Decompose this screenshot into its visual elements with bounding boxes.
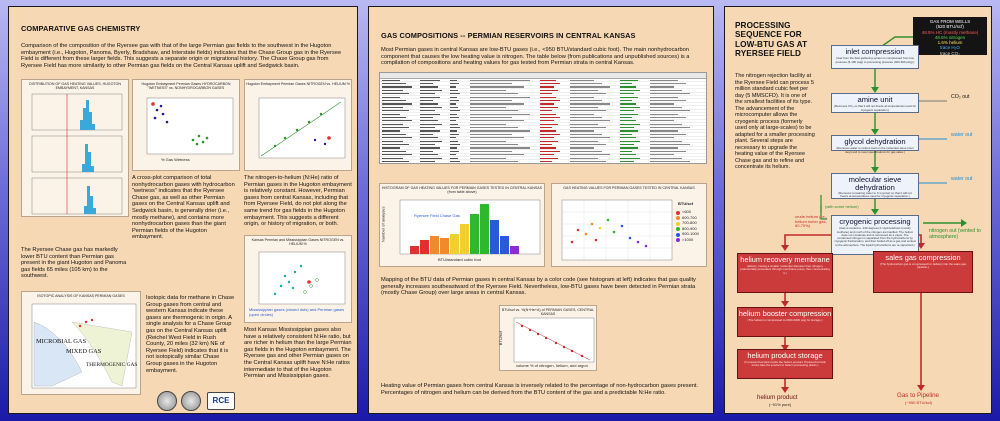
step-detail: (Gas is cooled to -310 degrees F. Hydrocarbons (mostly methane) and much of the nitrogen are liquified. The helium does not condense and is recovered as a vapor. The condensed nitrogen is separated from the hydrocarbons by cryogenic fractionation, and then boiled off as a gas and vented to the atmosphere. The liquid hydrocarbons are re-vaporized.)	[834, 226, 916, 247]
step-detail: (Removes water to reduce load on the molecular sieve (next step) and to meet specifications for gas sales.)	[836, 146, 914, 154]
step-sales-gas-compression	[873, 251, 973, 293]
step-label: helium product storage	[747, 351, 823, 360]
nitrogen-helium-plot	[245, 80, 353, 172]
co2-out-label: CO₂ out	[951, 94, 970, 100]
step-detail: (Gas from the field gathering system is compressed from low pressure (5-100 psig) to processing pressure (400-600 psig).)	[835, 56, 915, 64]
step-helium-recovery-membrane	[737, 253, 833, 293]
wells-line: trace H₂O	[940, 45, 960, 51]
text-map: Mapping of the BTU data of Permian gases in central Kansas by a color code (see histogram at left) indicates that gas quality generally increases southeastward of the Ryersee Field. Nevertheless, low-BTU gases have been detected in Permian strata (mostly Chase Group) over large areas in central Kansas.	[381, 277, 696, 297]
helium-return-label: (with some helium)	[825, 204, 859, 209]
kgs-seal-logo	[157, 391, 177, 411]
panel1-title: COMPARATIVE GAS CHEMISTRY	[21, 24, 141, 33]
step-helium-product-storage	[737, 349, 833, 379]
step-inlet-compression	[831, 45, 919, 69]
map-legend-item: >1000	[676, 238, 699, 244]
wells-title: GAS FROM WELLS	[929, 19, 971, 24]
thermogenic-gas-label: THERMOGENIC GAS	[86, 362, 138, 368]
scatter-caption: BTU/scf vs. %(N+He+A) of PERMIAN GASES, CENTRAL KANSAS	[501, 308, 595, 316]
wells-line: 48.6% nitrogen	[934, 34, 966, 40]
wetness-crossplot-figure	[132, 79, 240, 171]
text-scatter: Heating value of Permian gases from central Kansas is inversely related to the percentage of non-hydrocarbon gases present. Percentages of nitrogen and helium can be derived from the BTU content of the gas and a predictable N:He ratio.	[381, 383, 699, 396]
hist-caption: HISTOGRAM OF GAS HEATING VALUES FOR PERMIAN GASES TESTED IN CENTRAL KANSAS (from table above)	[381, 186, 543, 194]
step-label: glycol dehydration	[844, 137, 906, 146]
hist-xlabel: BTU/standard cubic foot	[438, 257, 481, 262]
fig2-caption: Hugoton Embayment Permian Gases HYDROCARBON "WETNESS" vs. NONHYDROCARBON GASES	[141, 82, 231, 90]
step-label: amine unit	[857, 95, 893, 104]
isotope-figure	[21, 291, 141, 395]
step-glycol-dehydration	[831, 135, 919, 154]
rce-logo: RCE	[207, 392, 235, 410]
step-molecular-sieve	[831, 173, 919, 199]
gas-composition-table	[379, 72, 707, 164]
wells-line: trace CO₂	[940, 50, 960, 56]
map-legend-item: 900-1000	[676, 232, 699, 238]
step-detail: (The hydrocarbon gas is compressed for delivery into the sales gas pipeline.)	[880, 262, 966, 270]
wells-line: 1.6% helium	[937, 40, 963, 46]
btu-histograms	[22, 80, 130, 218]
step-cryogenic-processing	[831, 215, 919, 255]
step-helium-booster-compression	[737, 307, 833, 337]
mixed-gas-label: MIXED GAS	[66, 348, 102, 355]
step-label: inlet compression	[845, 47, 905, 56]
btu-vs-nonhydrocarbon-scatter	[499, 305, 597, 371]
panel-processing-sequence	[724, 6, 992, 414]
map-caption: GAS HEATING VALUES FOR PERMIAN GASES TESTED IN CENTRAL KANSAS	[563, 186, 695, 190]
text-btu: The Ryersee Chase gas has markedly lower BTU content than Permian gas present in the giant Hugoton and Panoma gas fields 65 miles (105 km) to the southwest.	[21, 247, 127, 280]
wells-subtitle: (520 BTU/scf)	[936, 24, 964, 30]
step-detail: (In pressurized tank trucks the helium product. Pressurized tank trucks take the product to helium processing plants.)	[744, 360, 826, 368]
fig1-caption: DISTRIBUTION OF GAS HEATING VALUES, HUGOTON EMBAYMENT, KANSAS	[29, 82, 121, 90]
panel3-title: PROCESSING SEQUENCE FOR LOW-BTU GAS AT RYERSEE FIELD	[735, 21, 808, 59]
step-label: cryogenic processing	[839, 217, 911, 226]
step-detail: (The helium is compressed to 2000-3000 psig for storage.)	[747, 318, 823, 322]
panel3-description: The nitrogen rejection facility at the Ryersee Field can process 5 million standard cubic feet per day (5 MMSCFD). It is one of the smallest facilities of its type. The advancement of the microcomputer allows the cryogenic process (formerly used only at large-scales) to be adapted for a smaller processing plant. Several steps are necessary to upgrade the heating value of the Ryersee Chase gas and to refine and concentrate its helium.	[735, 73, 815, 170]
text-isotope: Isotopic data for methane in Chase Group gases from central and western Kansas indicate these gases are thermogenic in origin. A single analysis for a Chase Group gas on the Central Kansas uplift (Reichel West Field in Rush County, 20 miles (32 km) NE of Ryersee Field) indicates that it is not isotopically similar Chase Group gases in the Hugoton embayment.	[146, 295, 235, 374]
fig4-caption: Kansas Permian and Mississippian Gases NITROGEN vs. HELIUM %	[251, 238, 345, 246]
panel2-intro: Most Permian gases in central Kansas are low-BTU gases (i.e., <950 BTU/standard cubic foot). The main nonhydrocarbon component that causes the low heating value is nitrogen. The table below (from publications and unpublished sources) is a compilation of compositions and heating values for gas tested from Permian strata in central Kansas.	[381, 47, 690, 67]
heating-value-histogram	[379, 183, 545, 267]
panel-comparative-gas-chemistry	[8, 6, 358, 414]
table-row	[380, 160, 706, 163]
scatter-xlabel: volume % of nitrogen, helium, and argon	[516, 363, 588, 368]
text-mississippian: Most Kansas Mississippian gases also have a relatively consistent N:He ratio, but are richer in helium than the large Permian gas fields in the Hugoton embayment. The Ryersee gas and other Permian gases on the Central Kansas uplift have N:He ratios intermediate to that of the Hugoton Permian and Mississippian gases.	[244, 327, 352, 380]
step-detail: (Removes remaining water to 0.1 ppmw) so that it will not freeze at temperatures used for cryogenic separation.)	[838, 191, 912, 199]
map-legend-item: 800-900	[676, 227, 699, 233]
step-detail: (Helium, having a smaller molecular diameter than nitrogen, preferentially permeates through membrane pores, thus concentrating it.)	[740, 264, 830, 275]
fig5-caption: ISOTOPIC ANALYSIS OF KANSAS PERMIAN GASES	[37, 294, 125, 298]
map-legend	[676, 210, 699, 243]
text-nhe-ratio: The nitrogen-to-helium (N:He) ratio of Permian gases in the Hugoton embayment is relatively constant. However, Permian gases from central Kansas, including that from Ryersee Field, do not plot along the same trend for gas fields in the Hugoton embayment. This suggests a different origin, or history of migration, or both.	[244, 175, 352, 228]
fig2-axis-label: % Gas Wetness	[161, 157, 190, 162]
step-label: helium recovery membrane	[740, 255, 830, 264]
panel-gas-compositions	[368, 6, 714, 414]
microbial-gas-label: MICROBIAL GAS	[36, 338, 87, 345]
step-label: sales gas compression	[885, 253, 961, 262]
text-crossplot: A cross-plot comparison of total nonhydrocarbon gases with hydrocarbon "wetness" indicates that the Ryersee Chase gas, as well as other Permian gases on the Central Kansas uplift and Sedgwick basin, is generally drier (i.e., mostly methane), and contains more nonhydrocarbon gases than the giant Permian fields of the Hugoton embayment.	[132, 175, 235, 241]
map-legend-item: <600	[676, 210, 699, 216]
panel1-intro: Comparison of the composition of the Ryersee gas with that of the large Permian gas fields to the southwest in the Hugoton embayment (i.e., Hugoton, Panoma, Byerly, Bradshaw, and Interstate fields) indicates that the Chase Group gas in the Ryersee Field is different from these larger fields. This suggests a separate origin or migrational history. The Chase Group gas from Ryersee Field has more similarity to other Permian gas fields on the Central Kansas uplift and Sedgwick basin.	[21, 43, 342, 69]
map-legend-title: BTU/scf	[678, 201, 694, 206]
nitrogen-helium-hugoton-figure	[244, 79, 352, 171]
nitrogen-out-label: nitrogen out (vented to atmosphere)	[929, 228, 981, 240]
fig4-note: Mississippian gases (closed dots) and Permian gases (open circles)	[249, 307, 345, 317]
step-amine-unit	[831, 93, 919, 113]
helium-product-purity: (~91% pure)	[769, 402, 792, 407]
water-out-label: water out	[951, 132, 973, 138]
hist-ylabel: Number of analyses	[380, 206, 386, 243]
wells-line: 48.5% HC (mostly methane)	[921, 29, 979, 35]
hist-note: Ryersee Field Chase Gas	[414, 213, 460, 218]
pipeline-btu: (~950 BTU/scf)	[905, 400, 933, 405]
helium-product-label: helium product	[757, 394, 798, 401]
step-label: helium booster compression	[738, 309, 832, 318]
crude-helium-label: crude helium (i.e., helium richer gas, 60-70%)	[795, 214, 827, 229]
heating-value-map	[551, 183, 707, 267]
map-legend-item: 700-800	[676, 221, 699, 227]
kansas-nhe-figure	[244, 235, 352, 323]
water-out-label-2: water out	[951, 176, 973, 182]
fig3-caption: Hugoton Embayment Permian Gases NITROGEN vs. HELIUM %	[246, 82, 350, 86]
scatter-ylabel: BTU/scf	[497, 331, 503, 346]
histogram-bars	[380, 184, 546, 268]
pipeline-label: Gas to Pipeline	[897, 392, 939, 399]
btu-histogram-figure	[21, 79, 129, 217]
step-label: molecular sieve dehydration	[848, 175, 902, 192]
panel2-title: GAS COMPOSITIONS -- PERMIAN RESERVOIRS IN CENTRAL KANSAS	[381, 31, 636, 40]
map-legend-item: 600-700	[676, 216, 699, 222]
step-detail: (Removes CO₂ so that it will not freeze at temperatures used for cryogenic separation.)	[834, 104, 916, 112]
agency-seal-logo	[181, 391, 201, 411]
